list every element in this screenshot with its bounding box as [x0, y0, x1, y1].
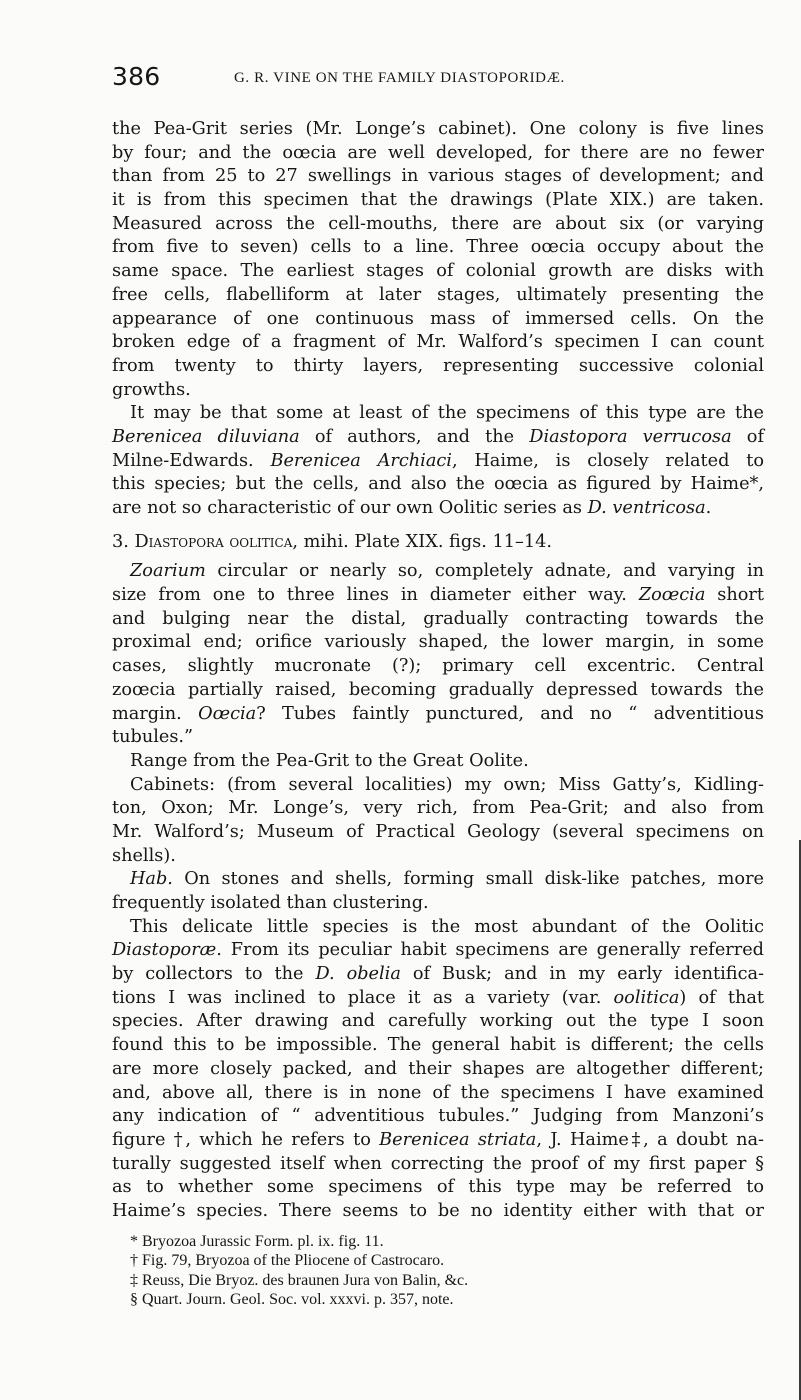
text-line: Range from the Pea-Grit to the Great Oolite. [130, 750, 529, 771]
text-run: of [731, 426, 764, 447]
text-run: margin. [112, 703, 199, 724]
text-line: found this to be impossible. The general habit is different; the cells [112, 1035, 764, 1056]
paragraph-p6 [112, 868, 764, 915]
page-number: 386 [112, 62, 161, 91]
taxon-name: Diastoporæ [112, 940, 217, 961]
text-line: than from 25 to 27 swellings in various stages of development; and [112, 166, 764, 187]
text-line [112, 963, 764, 987]
text-line [112, 584, 764, 608]
text-run: ) of that [679, 987, 764, 1008]
text-line: the Pea-Grit series (Mr. Longe’s cabinet). One colony is five lines [112, 119, 764, 139]
paragraph-p2 [112, 402, 764, 520]
text-line: shells). [112, 845, 176, 866]
text-run: figure †, which he refers to [112, 1129, 380, 1150]
text-run: of Busk; and in my early identifica- [400, 964, 764, 985]
text-run: tions I was inclined to place it as a variety (var. [112, 987, 614, 1008]
heading-rest: , mihi. Plate XIX. figs. 11–14. [292, 531, 552, 552]
taxon-name: Berenicea diluviana [112, 426, 300, 447]
text-line: growths. [112, 379, 191, 400]
species-name: Diastopora oolitica [134, 531, 293, 552]
taxon-name: Berenicea Archiaci [270, 450, 452, 471]
paragraph-p7 [112, 916, 764, 1224]
text-line [112, 560, 764, 584]
running-title: G. R. VINE ON THE FAMILY DIASTOPORIDÆ. [234, 70, 565, 86]
text-run: , Haime, is closely related to [451, 450, 765, 471]
text-line: free cells, flabelliform at later stages, ultimately presenting the [112, 284, 764, 305]
taxon-name: Berenicea striata [379, 1129, 537, 1150]
heading-number: 3. [112, 531, 135, 552]
text-line: as to whether some specimens of this type may be referred to [112, 1177, 764, 1198]
text-line: Cabinets: (from several localities) my own; Miss Gatty’s, Kidling- [130, 774, 764, 795]
taxon-name: D. obelia [315, 964, 401, 985]
taxon-name: Diastopora verrucosa [529, 426, 732, 447]
text-line [112, 703, 764, 727]
footnote: § Quart. Journ. Geol. Soc. vol. xxxvi. p. 357, note. [130, 1291, 454, 1309]
paragraph-p4 [112, 750, 764, 774]
taxon-name: D. ventricosa [587, 498, 706, 518]
text-line: from five to seven) cells to a line. Three oœcia occupy about the [112, 237, 764, 258]
term: Zoœcia [638, 585, 706, 606]
text-run: . From its peculiar habit specimens are generally referred [216, 940, 764, 961]
text-line: This delicate little species is the most abundant of the Oolitic [130, 916, 764, 937]
text-run: , J. Haime‡, a doubt na- [536, 1129, 764, 1150]
text-line: zoœcia partially raised, becoming gradually depressed towards the [112, 679, 764, 700]
variety-name: oolitica [613, 987, 680, 1008]
text-line: by four; and the oœcia are well developed, for there are no fewer [112, 142, 764, 163]
text-line [112, 939, 764, 963]
text-line [112, 868, 764, 892]
text-line: ton, Oxon; Mr. Longe’s, very rich, from Pea-Grit; and also from [112, 798, 764, 819]
running-head [112, 62, 764, 96]
text-line [112, 497, 764, 521]
text-run: On stones and shells, forming small disk-like patches, more [172, 869, 764, 890]
text-line [112, 450, 764, 474]
text-line: Measured across the cell-mouths, there are about six (or varying [112, 213, 764, 234]
text-run: ? Tubes faintly punctured, and no “ adventitious [256, 703, 764, 724]
species-heading [112, 531, 764, 555]
text-line [112, 1129, 764, 1153]
text-line: proximal end; orifice variously shaped, the lower margin, in some [112, 632, 764, 653]
page [112, 62, 764, 1310]
paragraph-p5 [112, 774, 764, 869]
footnote: * Bryozoa Jurassic Form. pl. ix. fig. 11. [130, 1232, 384, 1250]
text-line: tubules.” [112, 727, 194, 748]
text-line [112, 426, 764, 450]
text-line: are more closely packed, and their shapes are altogether different; [112, 1058, 764, 1079]
paragraph-p3 [112, 560, 764, 750]
text-line [112, 987, 764, 1011]
text-line: cases, slightly mucronate (?); primary cell excentric. Central [112, 656, 764, 677]
text-line: this species; but the cells, and also the oœcia as figured by Haime*, [112, 474, 764, 495]
term: Hab. [130, 869, 173, 890]
text-line: any indication of “ adventitious tubules.” Judging from Manzoni’s [112, 1106, 764, 1127]
text-run: size from one to three lines in diameter either way. [112, 585, 639, 606]
text-run: . [705, 498, 712, 518]
term: Oœcia [198, 703, 257, 724]
text-line: Mr. Walford’s; Museum of Practical Geology (several specimens on [112, 821, 764, 842]
text-run: Milne-Edwards. [112, 450, 271, 471]
text-line: frequently isolated than clustering. [112, 893, 429, 913]
text-run: of authors, and the [299, 426, 530, 447]
body-text [112, 118, 764, 1224]
text-line: species. After drawing and carefully working out the type I soon [112, 1011, 764, 1032]
text-run: circular or nearly so, completely adnate, and varying in [205, 561, 764, 582]
text-line: turally suggested itself when correcting the proof of my first paper § [112, 1153, 764, 1174]
text-line: It may be that some at least of the specimens of this type are the [130, 403, 764, 424]
footnote: ‡ Reuss, Die Bryoz. des braunen Jura von Balin, &c. [130, 1271, 469, 1289]
footnotes [112, 1232, 764, 1310]
text-run: short [705, 585, 764, 606]
text-run: are not so characteristic of our own Oolitic series as [112, 498, 588, 518]
paragraph-p1 [112, 118, 764, 402]
text-line: from twenty to thirty layers, representing successive colonial [112, 355, 764, 376]
text-line [112, 531, 764, 555]
term: Zoarium [130, 561, 206, 582]
text-line: same space. The earliest stages of colonial growth are disks with [112, 261, 764, 282]
footnote: † Fig. 79, Bryozoa of the Pliocene of Castrocaro. [130, 1252, 445, 1270]
text-line: broken edge of a fragment of Mr. Walford’s specimen I can count [112, 332, 764, 353]
text-run: by collectors to the [112, 964, 316, 985]
text-line: it is from this specimen that the drawings (Plate XIX.) are taken. [112, 190, 764, 211]
text-line: Haime’s species. There seems to be no identity either with that or [112, 1200, 764, 1221]
text-line: appearance of one continuous mass of immersed cells. On the [112, 308, 764, 329]
text-line: and bulging near the distal, gradually contracting towards the [112, 608, 764, 629]
text-line: and, above all, there is in none of the specimens I have examined [112, 1082, 764, 1103]
